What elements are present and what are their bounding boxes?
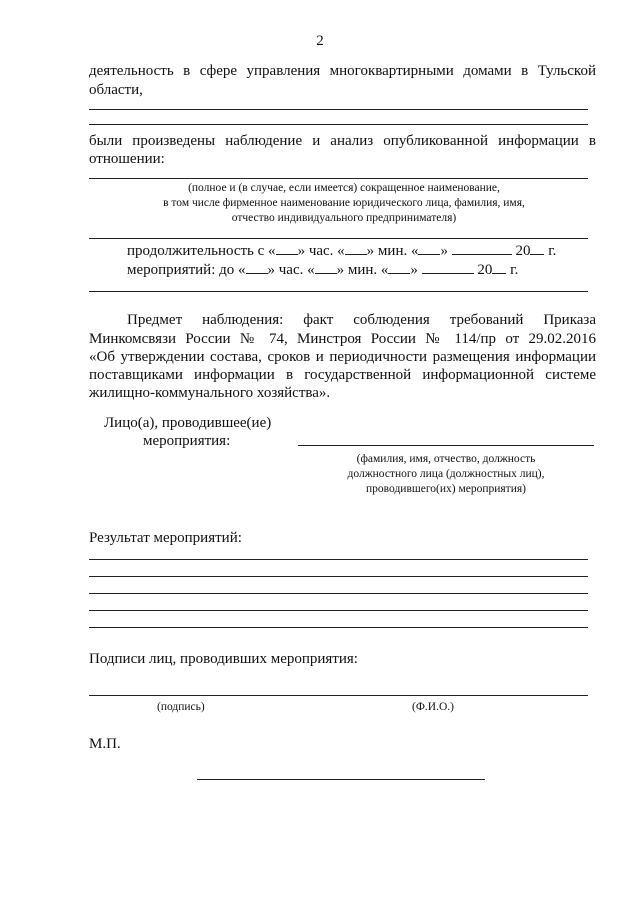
month-field[interactable]	[422, 261, 474, 274]
result-line	[89, 627, 588, 628]
subject-line-5: жилищно-коммунального хозяйства».	[89, 385, 331, 401]
intro-line-1: деятельность в сфере управления многоквартирными домами в Тульской	[89, 63, 596, 79]
year-suffix: г.	[548, 243, 557, 259]
person-caption-3: проводившего(их) мероприятия)	[366, 483, 526, 495]
hour-label: » час. «	[297, 243, 345, 259]
duration-row-end: мероприятий: до « » час. « » мин. « » 20 г.	[127, 262, 519, 278]
month-field[interactable]	[452, 242, 512, 255]
signatures-label: Подписи лиц, проводивших мероприятия:	[89, 651, 358, 667]
subject-word: соблюдения	[353, 312, 430, 328]
subject-line-4: поставщиками информации в государственной информационной системе	[89, 367, 596, 383]
subject-word: Предмет	[127, 312, 183, 328]
page-number: 2	[316, 33, 324, 49]
year-prefix: 20	[477, 262, 493, 278]
duration-from-label: продолжительность с «	[127, 243, 276, 259]
result-line	[89, 610, 588, 611]
signature-line	[89, 695, 588, 696]
result-line	[89, 593, 588, 594]
subject-line-2: Минкомсвязи России № 74, Минстроя России № 114/пр от 29.02.2016	[89, 331, 596, 347]
hour-label: » час. «	[267, 262, 315, 278]
duration-row-start: продолжительность с « » час. « » мин. « » 20 г.	[127, 243, 557, 259]
subject-line-3: «Об утверждении состава, сроков и периодичности размещения информации	[89, 349, 596, 365]
duration-to-label: мероприятий: до «	[127, 262, 246, 278]
subject-word: факт	[303, 312, 334, 328]
observation-line-1: были произведены наблюдение и анализ опубликованной информации в	[89, 133, 596, 149]
year-prefix: 20	[515, 243, 531, 259]
entity-caption-line-3: отчество индивидуального предпринимателя)	[231, 212, 457, 224]
subject-word: требований	[449, 312, 524, 328]
year-field[interactable]	[530, 242, 544, 255]
result-line	[89, 576, 588, 577]
bottom-rule	[197, 779, 485, 780]
subject-word: наблюдения:	[202, 312, 284, 328]
name-caption: (Ф.И.О.)	[412, 701, 454, 713]
entity-caption-line-2: в том числе фирменное наименование юридического лица, фамилия, имя,	[163, 197, 525, 209]
result-line	[89, 559, 588, 560]
blank-line	[89, 238, 588, 239]
result-label: Результат мероприятий:	[89, 530, 242, 546]
entity-field-line	[89, 178, 588, 179]
person-caption-1: (фамилия, имя, отчество, должность	[356, 453, 536, 465]
person-label-2: мероприятия:	[143, 433, 231, 449]
hour-field[interactable]	[246, 261, 268, 274]
entity-caption-line-1: (полное и (в случае, если имеется) сокращенное наименование,	[188, 182, 500, 194]
day-field[interactable]	[418, 242, 440, 255]
person-label-1: Лицо(а), проводившее(ие)	[104, 415, 272, 431]
observation-line-2: отношении:	[89, 151, 165, 167]
person-caption-2: должностного лица (должностных лиц),	[347, 468, 545, 480]
person-field-line	[298, 445, 594, 446]
minute-label: » мин. «	[336, 262, 389, 278]
subject-line-1	[127, 311, 596, 329]
minute-label: » мин. «	[366, 243, 419, 259]
intro-line-2: области,	[89, 82, 143, 98]
blank-line	[89, 291, 588, 292]
subject-word: Приказа	[543, 312, 596, 328]
blank-line	[89, 109, 588, 110]
year-field[interactable]	[492, 261, 506, 274]
blank-line	[89, 124, 588, 125]
signature-caption: (подпись)	[157, 701, 205, 713]
year-suffix: г.	[510, 262, 519, 278]
stamp-label: М.П.	[89, 736, 121, 752]
minute-field[interactable]	[345, 242, 367, 255]
day-field[interactable]	[388, 261, 410, 274]
minute-field[interactable]	[315, 261, 337, 274]
hour-field[interactable]	[276, 242, 298, 255]
